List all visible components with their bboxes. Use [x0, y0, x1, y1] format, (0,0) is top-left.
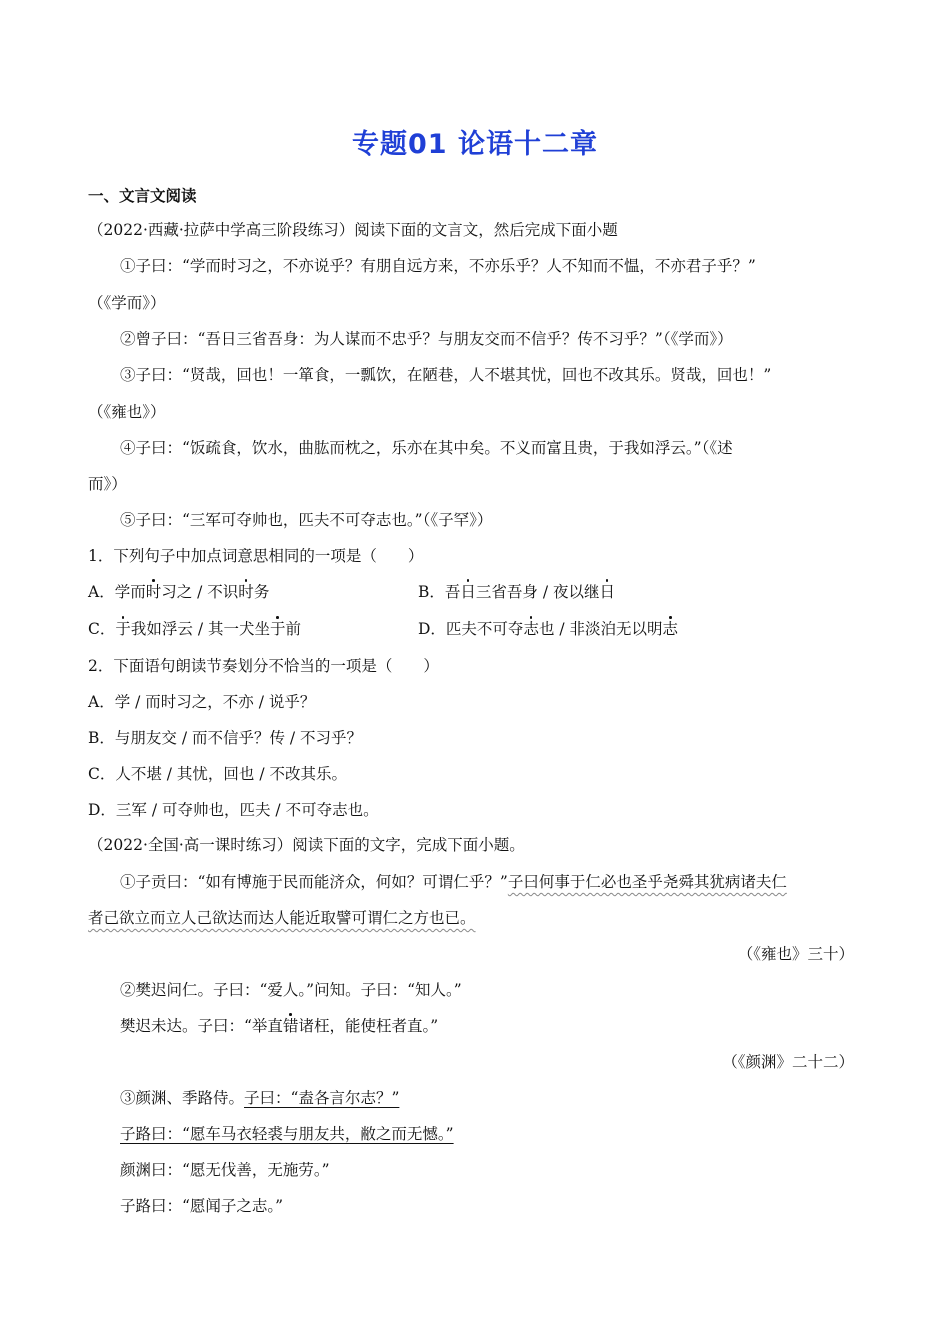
question2-option-a: A．学 / 而时习之，不亦 / 说乎？: [88, 693, 316, 711]
question1-option-a: A．学而时习之 / 不识时务: [88, 583, 270, 601]
passage2-source: （2022·全国·高一课时练习）阅读下面的文字，完成下面小题。: [88, 836, 525, 854]
underlined-text: 子路曰：“愿车马衣轻裘与朋友共，敝之而无憾。”: [120, 1125, 454, 1143]
passage2-para1-cont: [88, 908, 476, 928]
passage1-para1-cont: （《学而》）: [88, 294, 166, 312]
passage2-para1: ①子贡曰：“如有博施于民而能济众，何如？可谓仁乎？”子曰何事于仁必也圣乎尧舜其犹病诸夫仁: [120, 873, 787, 891]
page-title: 专题01 论语十二章: [352, 129, 598, 160]
passage1-para4: ④子曰：“饭疏食，饮水，曲肱而枕之，乐亦在其中矣。不义而富且贵，于我如浮云。”（《述: [120, 439, 733, 457]
passage1-para3: ③子曰：“贤哉，回也！一箪食，一瓢饮，在陋巷，人不堪其忧，回也不改其乐。贤哉，回也！”: [120, 366, 772, 384]
wavy-underlined-text: 者己欲立而立人己欲达而达人能近取譬可谓仁之方也已。: [88, 909, 476, 927]
passage1-para5: ⑤子曰：“三军可夺帅也，匹夫不可夺志也。”（《子罕》）: [120, 511, 493, 529]
passage1-para4-cont: 而》）: [88, 475, 127, 493]
passage2-para2-source: （《颜渊》二十二）: [722, 1053, 854, 1071]
passage2-para3-line2: [120, 1124, 454, 1144]
question2-option-d: D．三军 / 可夺帅也，匹夫 / 不可夺志也。: [88, 801, 379, 819]
passage2-para3: ③颜渊、季路侍。子曰：“盍各言尔志？”: [120, 1089, 400, 1107]
question2-option-c: C．人不堪 / 其忧，回也 / 不改其乐。: [88, 765, 348, 783]
passage2-para2-cont: 樊迟未达。子曰：“举直错诸枉，能使枉者直。”: [120, 1017, 439, 1035]
question1-stem: 1．下列句子中加点词意思相同的一项是（ ）: [88, 547, 424, 565]
underlined-text: 子曰：“盍各言尔志？”: [244, 1089, 400, 1107]
passage1-para2: ②曾子曰：“吾日三省吾身：为人谋而不忠乎？与朋友交而不信乎？传不习乎？”（《学而》）: [120, 330, 733, 348]
passage2-para2: ②樊迟问仁。子曰：“爱人。”问知。子曰：“知人。”: [120, 981, 462, 999]
section-heading: 一、文言文阅读: [88, 187, 197, 205]
question2-option-b: B．与朋友交 / 而不信乎？传 / 不习乎？: [88, 729, 363, 747]
passage2-para3-line3: 颜渊曰：“愿无伐善，无施劳。”: [120, 1161, 330, 1179]
question2-stem: 2．下面语句朗读节奏划分不恰当的一项是（ ）: [88, 657, 439, 675]
passage1-para3-cont: （《雍也》）: [88, 403, 166, 421]
passage1-source: （2022·西藏·拉萨中学高三阶段练习）阅读下面的文言文，然后完成下面小题: [88, 221, 618, 239]
question1-option-c: C．于我如浮云 / 其一犬坐于前: [88, 620, 301, 638]
question1-option-b: B．吾日三省吾身 / 夜以继日: [418, 583, 615, 601]
passage2-para3-line4: 子路曰：“愿闻子之志。”: [120, 1197, 284, 1215]
question1-option-d: D．匹夫不可夺志也 / 非淡泊无以明志: [418, 620, 679, 638]
passage2-para1-source: （《雍也》三十）: [737, 945, 854, 963]
wavy-underlined-text: 子曰何事于仁必也圣乎尧舜其犹病诸夫仁: [507, 873, 787, 891]
passage1-para1: ①子曰：“学而时习之，不亦说乎？有朋自远方来，不亦乐乎？人不知而不愠，不亦君子乎？”: [120, 257, 756, 275]
